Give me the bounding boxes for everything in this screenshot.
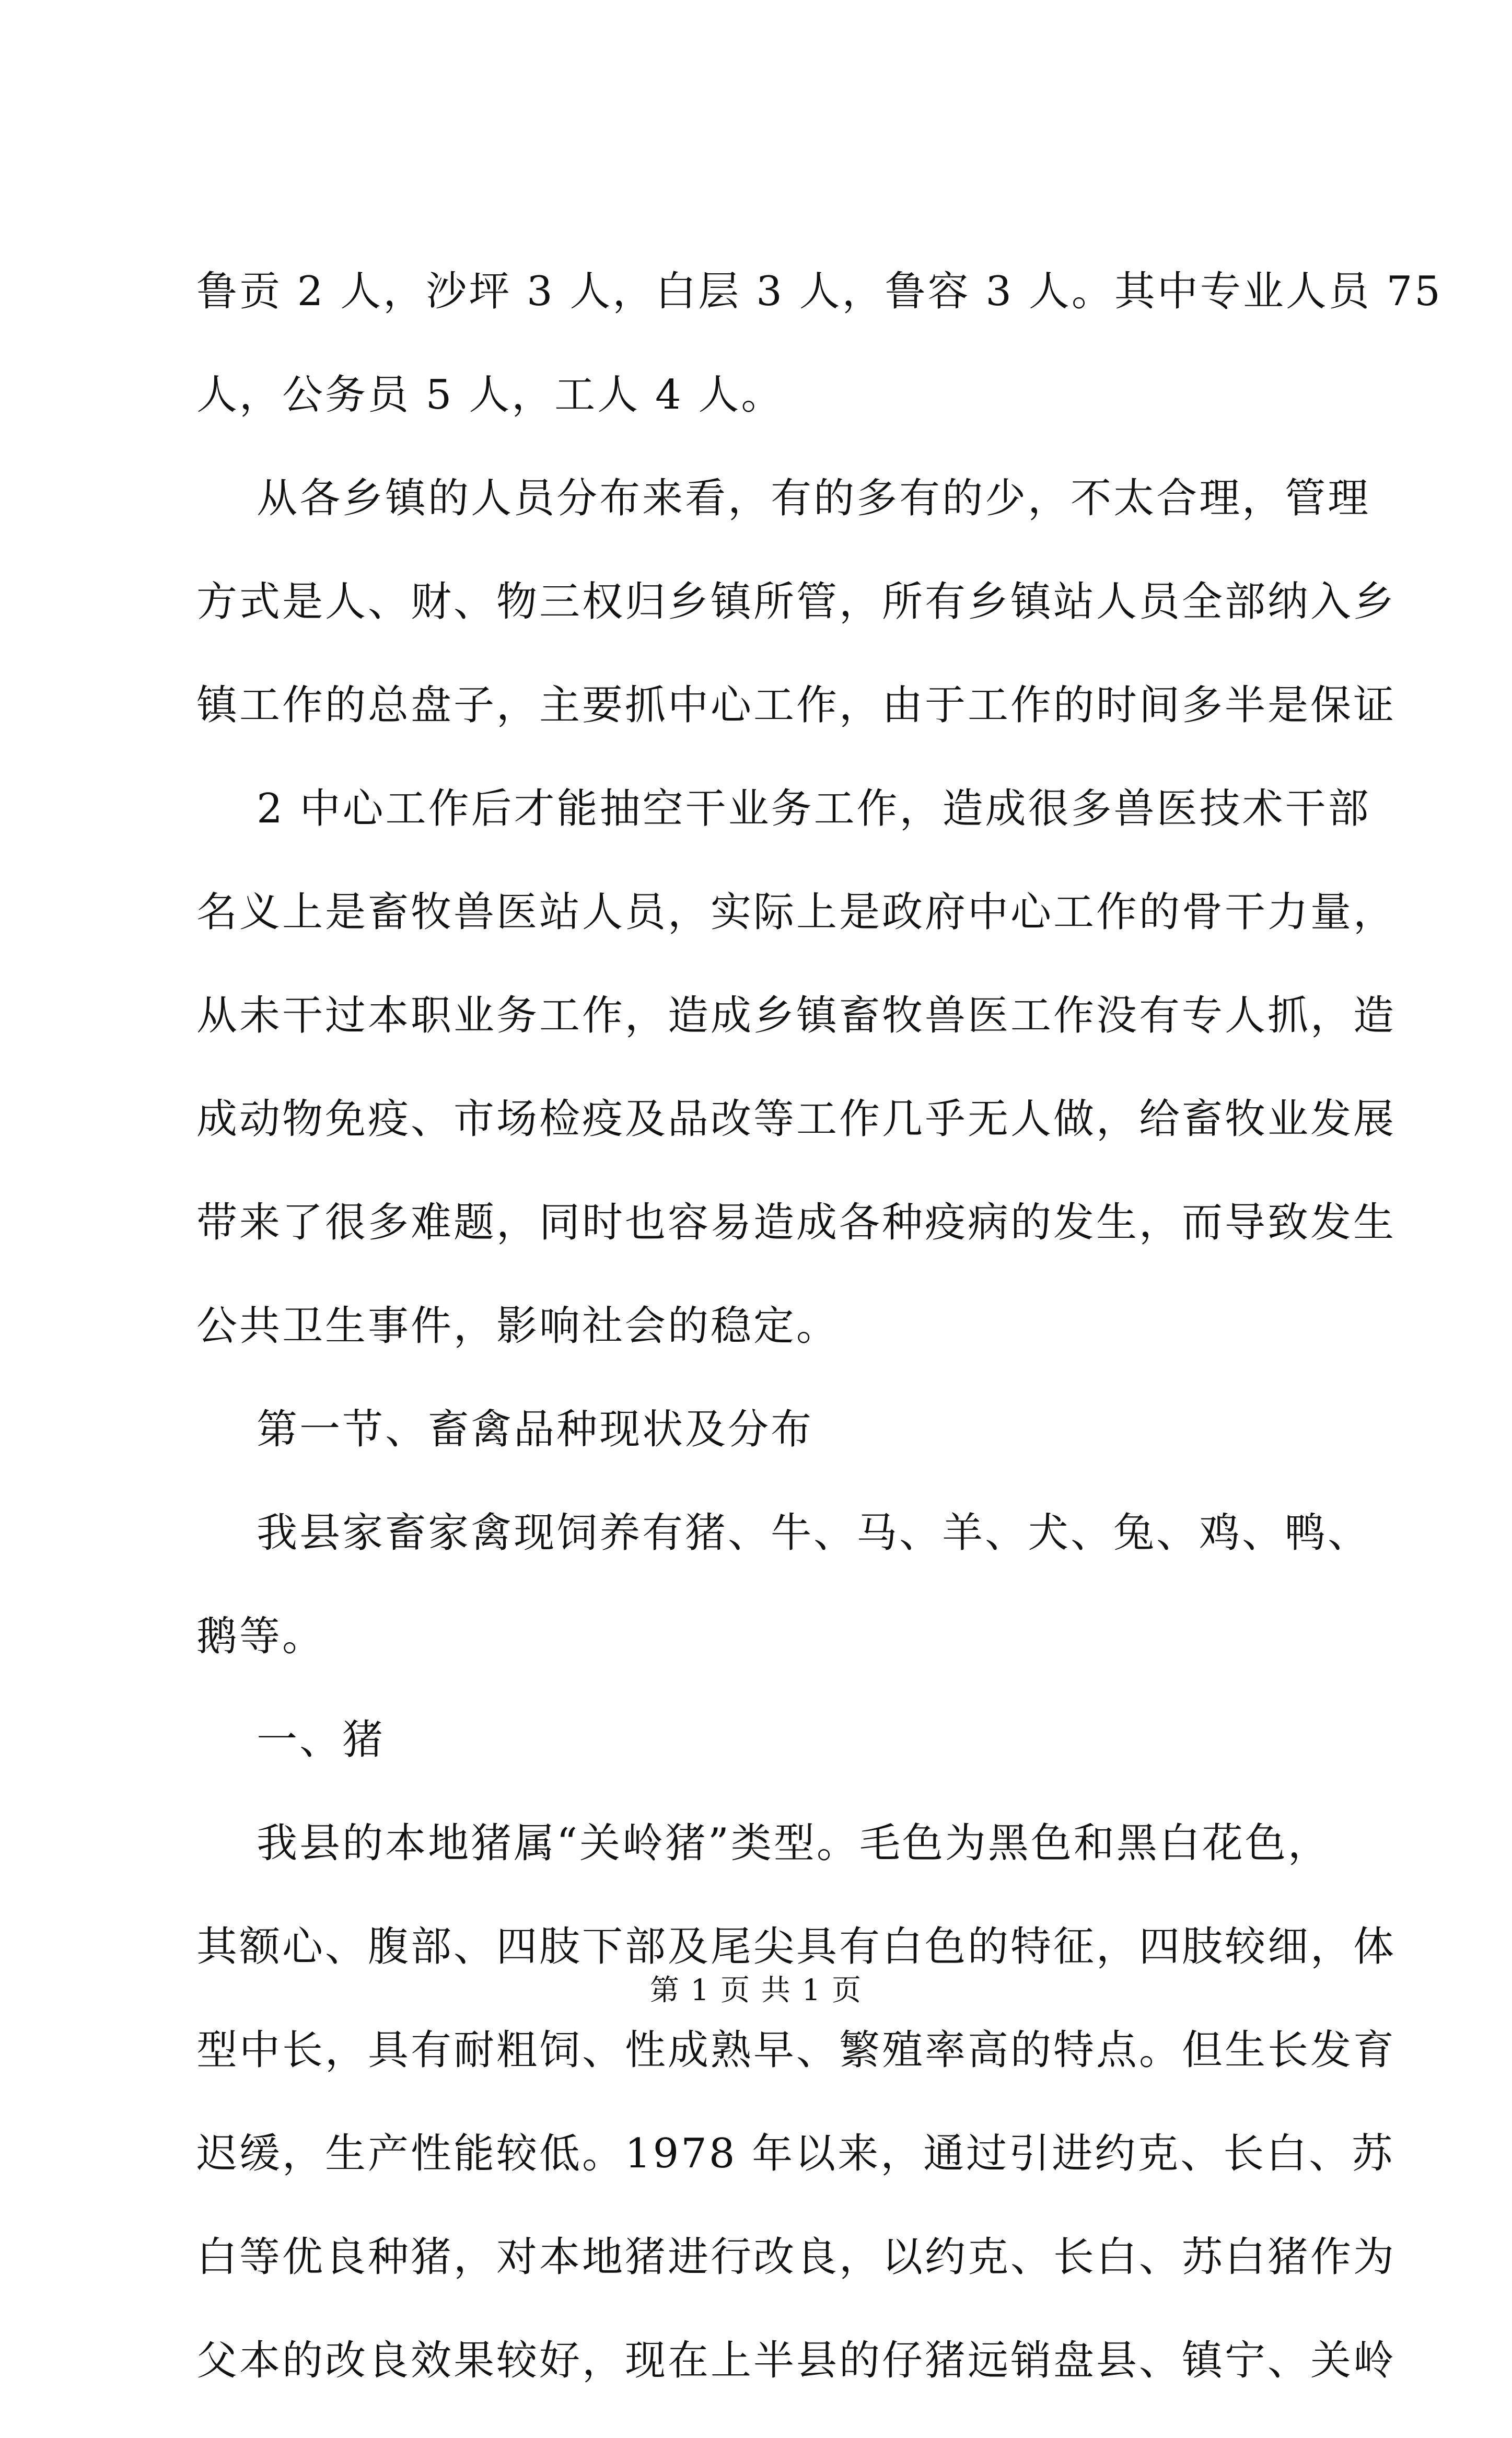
text-line: 型中长，具有耐粗饲、性成熟早、繁殖率高的特点。但生长发育 bbox=[196, 2027, 1397, 2074]
text-line: 迟缓，生产性能较低。1978 年以来，通过引进约克、长白、苏 bbox=[196, 2130, 1395, 2177]
text-line: 2 中心工作后才能抽空干业务工作，造成很多兽医技术干部 bbox=[196, 785, 1371, 832]
subsection-heading: 一、猪 bbox=[196, 1716, 386, 1763]
text-line: 镇工作的总盘子，主要抓中心工作，由于工作的时间多半是保证 bbox=[196, 682, 1397, 729]
text-line: 从各乡镇的人员分布来看，有的多有的少，不太合理，管理 bbox=[196, 475, 1371, 522]
text-line: 父本的改良效果较好，现在上半县的仔猪远销盘县、镇宁、关岭 bbox=[196, 2337, 1397, 2384]
text-line: 白等优良种猪，对本地猪进行改良，以约克、长白、苏白猪作为 bbox=[196, 2234, 1397, 2281]
text-line: 带来了很多难题，同时也容易造成各种疫病的发生，而导致发生 bbox=[196, 1199, 1397, 1246]
text-line: 鲁贡 2 人，沙坪 3 人，白层 3 人，鲁容 3 人。其中专业人员 75 bbox=[196, 268, 1443, 315]
text-line: 公共卫生事件，影响社会的稳定。 bbox=[196, 1303, 840, 1350]
text-line: 鹅等。 bbox=[196, 1613, 325, 1660]
text-line: 其额心、腹部、四肢下部及尾尖具有白色的特征，四肢较细，体 bbox=[196, 1923, 1397, 1970]
text-line: 从未干过本职业务工作，造成乡镇畜牧兽医工作没有专人抓，造 bbox=[196, 992, 1397, 1039]
text-line: 方式是人、财、物三权归乡镇所管，所有乡镇站人员全部纳入乡 bbox=[196, 578, 1397, 625]
text-line: 名义上是畜牧兽医站人员，实际上是政府中心工作的骨干力量， bbox=[196, 889, 1397, 936]
document-body bbox=[196, 265, 1443, 2438]
section-heading: 第一节、畜禽品种现状及分布 bbox=[196, 1406, 814, 1453]
page-number-label: 第 1 页 共 1 页 bbox=[649, 1973, 863, 2007]
text-line: 我县的本地猪属“关岭猪”类型。毛色为黑色和黑白花色， bbox=[196, 1820, 1331, 1867]
text-line: 我县家畜家禽现饲养有猪、牛、马、羊、犬、兔、鸡、鸭、 bbox=[196, 1510, 1371, 1557]
page-footer bbox=[0, 1972, 1512, 2009]
text-line: 人，公务员 5 人，工人 4 人。 bbox=[196, 371, 784, 419]
text-line: 成动物免疫、市场检疫及品改等工作几乎无人做，给畜牧业发展 bbox=[196, 1096, 1397, 1143]
